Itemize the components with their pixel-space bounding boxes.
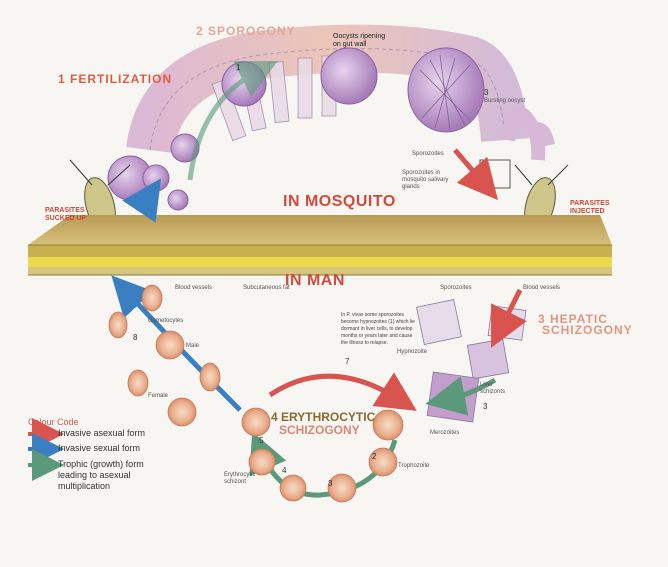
legend-item-trophic: Trophic (growth) form xyxy=(58,459,144,469)
label-trophozoite: Trophozoite xyxy=(398,463,430,469)
step-number: 3 xyxy=(483,402,488,411)
legend-arrows xyxy=(28,434,48,465)
legend-title: Colour Code xyxy=(28,417,79,427)
step-number: 7 xyxy=(345,357,350,366)
region-man: IN MAN xyxy=(285,272,345,289)
label-ery-schizont-1: Erythrocytic xyxy=(224,472,256,478)
label-female: Female xyxy=(148,393,169,399)
label-sucked-2: SUCKED UP xyxy=(45,215,87,222)
label-blood-vessels-right: Blood vessels xyxy=(523,285,561,291)
label-bursting-num: 3 xyxy=(484,88,489,97)
hypnozoite-note-line-1: In P. vivax some sporozoites xyxy=(341,312,404,318)
label-oocysts-2: on gut wall xyxy=(333,41,367,48)
label-bursting: Bursting oocyst xyxy=(484,98,526,104)
label-sucked-1: PARASITES xyxy=(45,207,85,214)
label-salivary-2: mosquito salivary xyxy=(402,177,449,183)
label-oocysts: Oocysts ripening xyxy=(333,33,386,40)
label-sporozoites-man: Sporozoites xyxy=(440,285,472,291)
stage-sporogony: 2 SPOROGONY xyxy=(196,24,296,38)
label-ery-schizont-2: schizont xyxy=(224,479,247,485)
label-blood-vessels-left: Blood vessels xyxy=(175,285,213,291)
legend-item-trophic-2: leading to asexual xyxy=(58,470,131,480)
label-merozoites: Merozoites xyxy=(430,430,460,436)
label-liver-1: Liver xyxy=(480,382,494,388)
step-number: 3 xyxy=(328,479,333,488)
step-number: 2 xyxy=(372,452,377,461)
hypnozoite-note-line-5: the illness to relapse. xyxy=(341,340,388,346)
label-male: Male xyxy=(186,343,200,349)
hypnozoite-note xyxy=(341,312,415,347)
skin-slab xyxy=(28,215,612,275)
legend-item-asexual: Invasive asexual form xyxy=(58,428,146,438)
liver-cells xyxy=(416,299,525,422)
label-gametocytes: Gametocytes xyxy=(148,318,184,324)
label-sporozoites: Sporozoites xyxy=(412,151,444,157)
stage-fertilization: 1 FERTILIZATION xyxy=(58,72,173,86)
stage-hepatic-2: SCHIZOGONY xyxy=(542,323,633,337)
legend-item-trophic-3: multiplication xyxy=(58,481,111,491)
step-number: 4 xyxy=(282,466,287,475)
label-salivary-3: glands xyxy=(402,184,420,190)
hypnozoite-note-line-2: become hypnozoites (1) which lie xyxy=(341,319,415,325)
region-mosquito: IN MOSQUITO xyxy=(283,193,396,210)
stage-erythrocytic-2: SCHIZOGONY xyxy=(279,423,360,437)
label-hypnozoite: Hypnozoite xyxy=(397,349,428,355)
step-number: 8 xyxy=(133,333,138,342)
label-subcutaneous: Subcutaneous fat xyxy=(243,285,290,291)
label-salivary-1: Sporozoites in xyxy=(402,170,441,176)
hypnozoite-note-line-3: dormant in liver cells, to develop xyxy=(341,326,413,332)
label-liver-2: schizonts xyxy=(480,389,506,395)
label-injected-2: INJECTED xyxy=(570,208,605,215)
step-number: 1 xyxy=(236,63,241,72)
stage-hepatic: 3 HEPATIC xyxy=(538,312,608,326)
stage-erythrocytic: 4 ERYTHROCYTIC xyxy=(271,410,376,424)
step-number: 5 xyxy=(259,436,264,445)
legend-item-sexual: Invasive sexual form xyxy=(58,443,141,453)
label-injected-1: PARASITES xyxy=(570,200,610,207)
hypnozoite-note-line-4: months or years later and cause xyxy=(341,333,413,339)
